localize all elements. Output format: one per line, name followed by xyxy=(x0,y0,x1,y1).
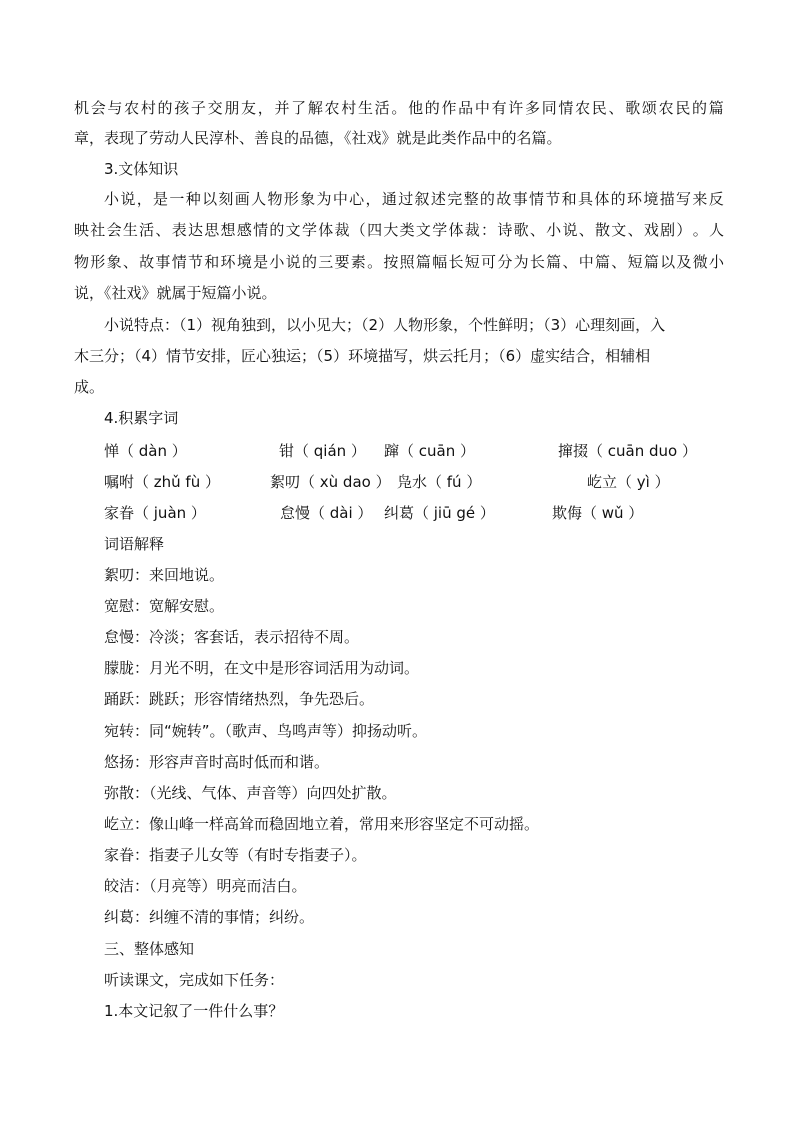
char: 表 xyxy=(171,221,187,239)
char: ， xyxy=(365,190,381,208)
char: 品 xyxy=(458,99,474,117)
char: 类 xyxy=(399,221,415,239)
paragraph-line: 木三分；（4）情节安排，匠心独运；（5）环境描写，烘云托月；（6）虚实结合，相辅相 xyxy=(74,347,651,365)
vocab-item: 撺掇（ cuān duo ） xyxy=(558,442,697,460)
char: 散 xyxy=(595,221,611,239)
char: 想 xyxy=(220,221,236,239)
char: 整 xyxy=(463,190,479,208)
char: 。 xyxy=(367,253,383,271)
char: 说 xyxy=(285,253,301,271)
vocab-item: 欺侮（ wǔ ） xyxy=(552,504,644,522)
char: 达 xyxy=(187,221,203,239)
char: 、 xyxy=(578,221,594,239)
char: 及 xyxy=(676,253,692,271)
char: 的 xyxy=(479,190,495,208)
paragraph-line: 成。 xyxy=(74,378,105,396)
char: 小 xyxy=(269,253,285,271)
char: 三 xyxy=(318,253,334,271)
char: 一 xyxy=(169,190,185,208)
char: 学 xyxy=(432,221,448,239)
char: 活 xyxy=(139,221,155,239)
section-heading: 三、整体感知 xyxy=(104,940,195,958)
char: 农 xyxy=(575,99,591,117)
char: 文 xyxy=(415,221,431,239)
char: 环 xyxy=(220,253,236,271)
char: 体 xyxy=(448,221,464,239)
char: 种 xyxy=(185,190,201,208)
char: 多 xyxy=(524,99,540,117)
char: 裁 xyxy=(334,221,350,239)
vocab-row xyxy=(0,440,794,462)
char: 农 xyxy=(658,99,674,117)
char: 小 xyxy=(708,253,724,271)
paragraph-line: 小说特点：（1）视角独到，以小见大；（2）人物形象，个性鲜明；（3）心理刻画，入 xyxy=(104,316,666,334)
char: 会 xyxy=(90,99,106,117)
char: 和 xyxy=(561,190,577,208)
char: 情 xyxy=(253,221,269,239)
char: 体 xyxy=(594,190,610,208)
char: ， xyxy=(257,99,273,117)
char: 的 xyxy=(610,190,626,208)
char: 映 xyxy=(74,221,90,239)
char: 、 xyxy=(627,221,643,239)
char: 戏 xyxy=(643,221,659,239)
char: 以 xyxy=(660,253,676,271)
char: 、 xyxy=(611,253,627,271)
char: 子 xyxy=(190,99,206,117)
char: 具 xyxy=(577,190,593,208)
char: 境 xyxy=(643,190,659,208)
vocab-item: 嘱咐（ zhǔ fù ） xyxy=(104,473,220,491)
char: 的 xyxy=(269,221,285,239)
char: 节 xyxy=(187,253,203,271)
char: 是 xyxy=(153,190,169,208)
char: ） xyxy=(676,221,692,239)
char: 诗 xyxy=(497,221,513,239)
char: 述 xyxy=(430,190,446,208)
paragraph-line xyxy=(74,98,724,118)
char: 物 xyxy=(267,190,283,208)
char: 反 xyxy=(708,190,724,208)
char: 情 xyxy=(528,190,544,208)
char: 形 xyxy=(283,190,299,208)
char: 四 xyxy=(367,221,383,239)
task-intro: 听读课文，完成如下任务： xyxy=(104,971,285,989)
char: 并 xyxy=(274,99,290,117)
char: 为 xyxy=(513,253,529,271)
vocab-item: 絮叨（ xù dao ） xyxy=(270,473,391,491)
char: 作 xyxy=(441,99,457,117)
vocab-row xyxy=(0,471,794,493)
glossary-entry: 宛转：同“婉转”。（歌声、鸟鸣声等）抑扬动听。 xyxy=(104,722,428,740)
char: （ xyxy=(350,221,366,239)
char: ： xyxy=(481,221,497,239)
char: 微 xyxy=(692,253,708,271)
char: 形 xyxy=(90,253,106,271)
char: 中 xyxy=(474,99,490,117)
char: 中 xyxy=(578,253,594,271)
char: 生 xyxy=(122,221,138,239)
char: 情 xyxy=(171,253,187,271)
char: 通 xyxy=(381,190,397,208)
char: 的 xyxy=(424,99,440,117)
char: 写 xyxy=(676,190,692,208)
char: 村 xyxy=(140,99,156,117)
vocab-item: 家眷（ juàn ） xyxy=(104,504,206,522)
char: 交 xyxy=(207,99,223,117)
char: 的 xyxy=(157,99,173,117)
vocab-item: 蹿（ cuān ） xyxy=(384,442,475,460)
char: 同 xyxy=(541,99,557,117)
glossary-entry: 弥散：（光线、气体、声音等）向四处扩散。 xyxy=(104,784,397,802)
section-heading: 3.文体知识 xyxy=(104,160,179,178)
char: 活 xyxy=(374,99,390,117)
char: 完 xyxy=(447,190,463,208)
char: 素 xyxy=(350,253,366,271)
char: 按 xyxy=(383,253,399,271)
glossary-entry: 怠慢：冷淡；客套话，表示招待不周。 xyxy=(104,628,360,646)
char: 学 xyxy=(301,221,317,239)
char: 思 xyxy=(204,221,220,239)
vocab-item: 纠葛（ jiū gé ） xyxy=(384,504,495,522)
char: 长 xyxy=(448,253,464,271)
char: 是 xyxy=(253,253,269,271)
char: 歌 xyxy=(513,221,529,239)
char: 许 xyxy=(508,99,524,117)
char: 孩 xyxy=(174,99,190,117)
char: 解 xyxy=(307,99,323,117)
char: 篇 xyxy=(595,253,611,271)
glossary-entry: 絮叨：来回地说。 xyxy=(104,566,225,584)
char: 分 xyxy=(497,253,513,271)
char: 小 xyxy=(104,190,120,208)
vocab-item: 钳（ qián ） xyxy=(279,442,366,460)
char: 象 xyxy=(106,253,122,271)
vocab-row xyxy=(0,502,794,524)
char: 长 xyxy=(529,253,545,271)
char: 中 xyxy=(332,190,348,208)
char: 体 xyxy=(318,221,334,239)
char: 的 xyxy=(301,253,317,271)
char: 、 xyxy=(122,253,138,271)
char: 情 xyxy=(558,99,574,117)
glossary-entry: 宽慰：宽解安慰。 xyxy=(104,597,225,615)
char: 篇 xyxy=(415,253,431,271)
vocab-item: 凫水（ fú ） xyxy=(397,473,482,491)
char: 篇 xyxy=(708,99,724,117)
char: 故 xyxy=(139,253,155,271)
char: 。 xyxy=(391,99,407,117)
char: 环 xyxy=(627,190,643,208)
char: 文 xyxy=(611,221,627,239)
section-heading: 4.积累字词 xyxy=(104,409,179,427)
char: 叙 xyxy=(414,190,430,208)
char: 与 xyxy=(107,99,123,117)
char: 事 xyxy=(512,190,528,208)
char: 说 xyxy=(562,221,578,239)
char: 他 xyxy=(408,99,424,117)
char: 描 xyxy=(659,190,675,208)
char: 短 xyxy=(464,253,480,271)
char: 人 xyxy=(708,221,724,239)
char: 、 xyxy=(608,99,624,117)
char: 照 xyxy=(399,253,415,271)
char: 故 xyxy=(496,190,512,208)
char: 村 xyxy=(341,99,357,117)
char: 朋 xyxy=(224,99,240,117)
char: 农 xyxy=(324,99,340,117)
question: 1.本文记叙了一件什么事？ xyxy=(104,1002,284,1020)
glossary-entry: 家眷：指妻子儿女等（有时专指妻子）。 xyxy=(104,846,367,864)
char: 和 xyxy=(204,253,220,271)
char: 裁 xyxy=(464,221,480,239)
glossary-title: 词语解释 xyxy=(104,535,165,553)
char: 农 xyxy=(124,99,140,117)
glossary-entry: 悠扬：形容声音时高时低而和谐。 xyxy=(104,753,330,771)
char: 篇 xyxy=(643,253,659,271)
char: 的 xyxy=(692,99,708,117)
char: 以 xyxy=(202,190,218,208)
char: 大 xyxy=(383,221,399,239)
char: 篇 xyxy=(546,253,562,271)
char: 生 xyxy=(357,99,373,117)
char: 社 xyxy=(90,221,106,239)
char: 。 xyxy=(692,221,708,239)
char: 、 xyxy=(562,253,578,271)
vocab-item: 屹立（ yì ） xyxy=(587,473,670,491)
vocab-item: 怠慢（ dài ） xyxy=(280,504,373,522)
paragraph-line xyxy=(104,189,724,209)
paragraph-line: 章，表现了劳动人民淳朴、善良的品德，《社戏》就是此类作品中的名篇。 xyxy=(74,129,562,147)
char: 物 xyxy=(74,253,90,271)
char: 来 xyxy=(692,190,708,208)
vocab-item: 惮（ dàn ） xyxy=(104,442,187,460)
char: 歌 xyxy=(625,99,641,117)
char: 感 xyxy=(236,221,252,239)
glossary-entry: 屹立：像山峰一样高耸而稳固地立着，常用来形容坚定不可动摇。 xyxy=(104,815,540,833)
char: 事 xyxy=(155,253,171,271)
char: 人 xyxy=(251,190,267,208)
char: 、 xyxy=(155,221,171,239)
char: 民 xyxy=(591,99,607,117)
char: 、 xyxy=(529,221,545,239)
char: 文 xyxy=(285,221,301,239)
glossary-entry: 朦胧：月光不明，在文中是形容词活用为动词。 xyxy=(104,659,420,677)
char: ， xyxy=(136,190,152,208)
paragraph-line: 说，《社戏》就属于短篇小说。 xyxy=(74,284,277,302)
paragraph-line xyxy=(74,220,724,240)
char: 过 xyxy=(398,190,414,208)
char: 了 xyxy=(291,99,307,117)
char: 小 xyxy=(546,221,562,239)
glossary-entry: 纠葛：纠缠不清的事情；纠纷。 xyxy=(104,908,315,926)
char: 会 xyxy=(106,221,122,239)
glossary-entry: 皎洁：（月亮等）明亮而洁白。 xyxy=(104,877,307,895)
char: 象 xyxy=(300,190,316,208)
char: 短 xyxy=(627,253,643,271)
char: 境 xyxy=(236,253,252,271)
char: 可 xyxy=(481,253,497,271)
char: 有 xyxy=(491,99,507,117)
paragraph-line xyxy=(74,252,724,272)
char: 要 xyxy=(334,253,350,271)
char: 画 xyxy=(234,190,250,208)
char: 节 xyxy=(545,190,561,208)
char: 机 xyxy=(74,99,90,117)
char: 友 xyxy=(241,99,257,117)
char: 颂 xyxy=(641,99,657,117)
char: 民 xyxy=(675,99,691,117)
char: 幅 xyxy=(432,253,448,271)
char: 为 xyxy=(316,190,332,208)
glossary-entry: 踊跃：跳跃；形容情绪热烈，争先恐后。 xyxy=(104,690,375,708)
char: 剧 xyxy=(660,221,676,239)
char: 心 xyxy=(349,190,365,208)
char: 刻 xyxy=(218,190,234,208)
char: 说 xyxy=(120,190,136,208)
